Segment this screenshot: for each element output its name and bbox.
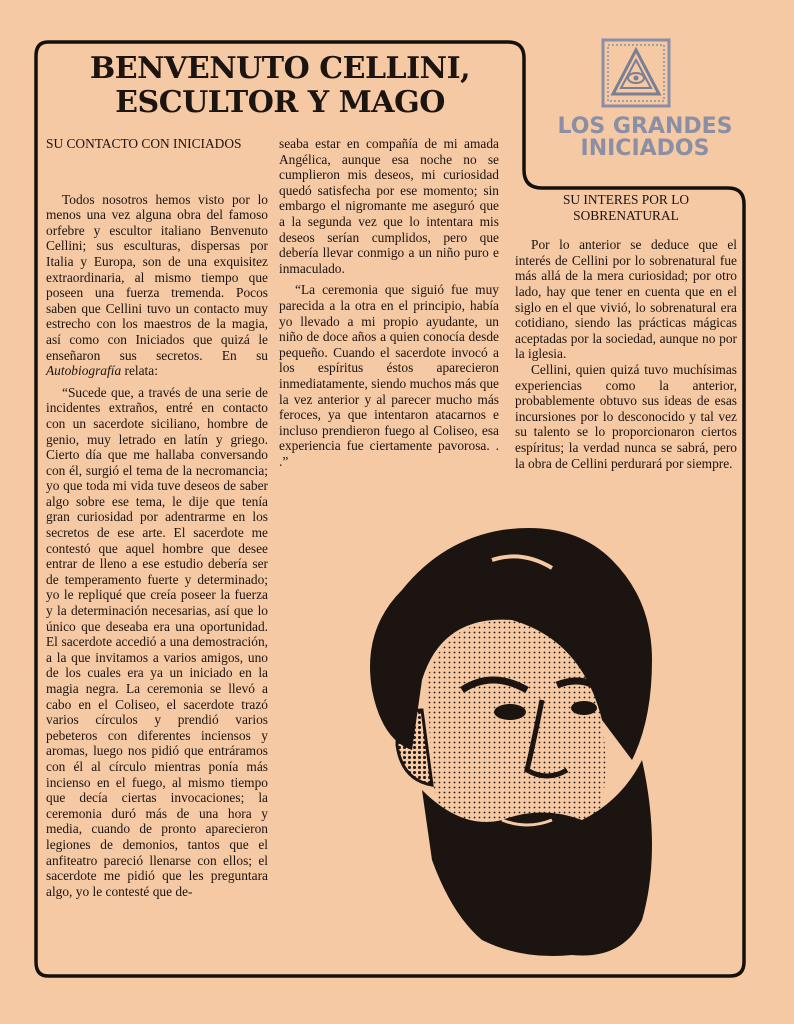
title-line-2: ESCULTOR Y MAGO <box>115 85 445 120</box>
series-line-1: LOS GRANDES <box>557 114 733 139</box>
paragraph-text: relata: <box>121 363 158 379</box>
paragraph-text: Todos nosotros hemos visto por lo menos una vez alguna obra del famoso orfebre y escultor italiano Benvenuto Cellini; sus esculturas, dispersas por Italia y Europa, son de una exquisitez extraordinaria, al mismo tiempo que poseen una fuerza tremenda. Pocos saben que Cellini tuvo un contacto muy estrecho con los maestros de la magia, así como con Iniciados que quizá le enseñaron sus secretos. En su <box>46 191 268 363</box>
triangle-eye-emblem-icon <box>601 38 671 108</box>
cellini-portrait-illustration <box>352 520 662 960</box>
paragraph: Cellini, quien quizá tuvo muchísimas experiencias como la anterior, probablemente obtuvo sus ideas de esas incursiones por lo desconocido y tal vez su talento se lo proporcionaron ciertos espíritus; la verdad nunca se sabrá, pero la obra de Cellini perdurará por siempre. <box>515 361 737 471</box>
paragraph: Por lo anterior se deduce que el interés de Cellini por lo sobrenatural fue más allá de la mera curiosidad; por otro lado, hay que tener en cuenta que en el siglo en el que vivió, lo sobrenatural era cotidiano, siendo las prácticas mágicas aceptadas por la sociedad, aunque no por la iglesia. <box>515 237 737 362</box>
section-heading-contacto: SU CONTACTO CON INICIADOS <box>46 136 242 151</box>
section-heading-sobrenatural: SU INTERES POR LO SOBRENATURAL <box>562 192 690 223</box>
column-1 <box>46 136 268 899</box>
article-title <box>60 52 500 120</box>
paragraph: “Sucede que, a través de una serie de incidentes extraños, entré en contacto con un sacerdote siciliano, hombre de genio, muy letrado en latín y griego. Cierto día que me hallaba conversando con él, surgió el tema de la necromancia; yo que toda mi vida tuve deseos de saber algo sobre ese tema, le dije que tenía gran curiosidad por adentrarme en los secretos de ese arte. El sacerdote me contestó que aquel hombre que desee entrar de lleno a ese estudio debería ser de temperamento fuerte y determinado; yo le repliqué que creía poseer la fuerza y la determinación necesarias, así que lo único que deseaba era una oportunidad. El sacerdote accedió a una demostración, a la que invitamos a varios amigos, uno de los cuales era ya un iniciado en la magia negra. La ceremonia se llevó a cabo en el Coliseo, el sacerdote trazó varios círculos y prendió varios pebeteros con diferentes inciensos y aromas, luego nos pidió que entráramos con él al círculo mientras ponía más incienso en el fuego, al mismo tiempo que decía ciertas invocaciones; la ceremonia duró más de una hora y media, cuando de pronto aparecieron legiones de demonios, tantos que el anfiteatro pareció llenarse con ellos; el sacerdote me pidió que les preguntara algo, yo le contesté que de- <box>46 384 268 899</box>
series-line-2: INICIADOS <box>580 136 710 161</box>
paragraph: “La ceremonia que siguió fue muy parecida a la otra en el principio, había yo llevado a mi propio ayudante, un niño de doce años a quien conocía desde pequeño. Cuando el sacerdote invocó a los espíritus éstos aparecieron inmediatamente, siendo muchos más que la vez anterior y al parecer mucho más feroces, ya que intentaron atacarnos e incluso prendieron fuego al Coliseo, esa experiencia fue ciertamente pavorosa. . .” <box>279 282 499 469</box>
paragraph: seaba estar en compañía de mi amada Angélica, aunque esa noche no se cumplieron mis deseos, mi curiosidad quedó satisfecha por ese momento; sin embargo el nigromante me aseguró que a la segunda vez que lo intentara mis deseos serían cumplidos, pero que debería llevar conmigo a un niño puro e inmaculado. <box>279 136 499 276</box>
column-3 <box>515 192 737 471</box>
title-line-1: BENVENUTO CELLINI, <box>89 51 471 86</box>
series-label <box>545 116 745 160</box>
paragraph <box>46 192 268 379</box>
book-title: Autobiografía <box>46 363 122 379</box>
column-2 <box>279 136 499 469</box>
